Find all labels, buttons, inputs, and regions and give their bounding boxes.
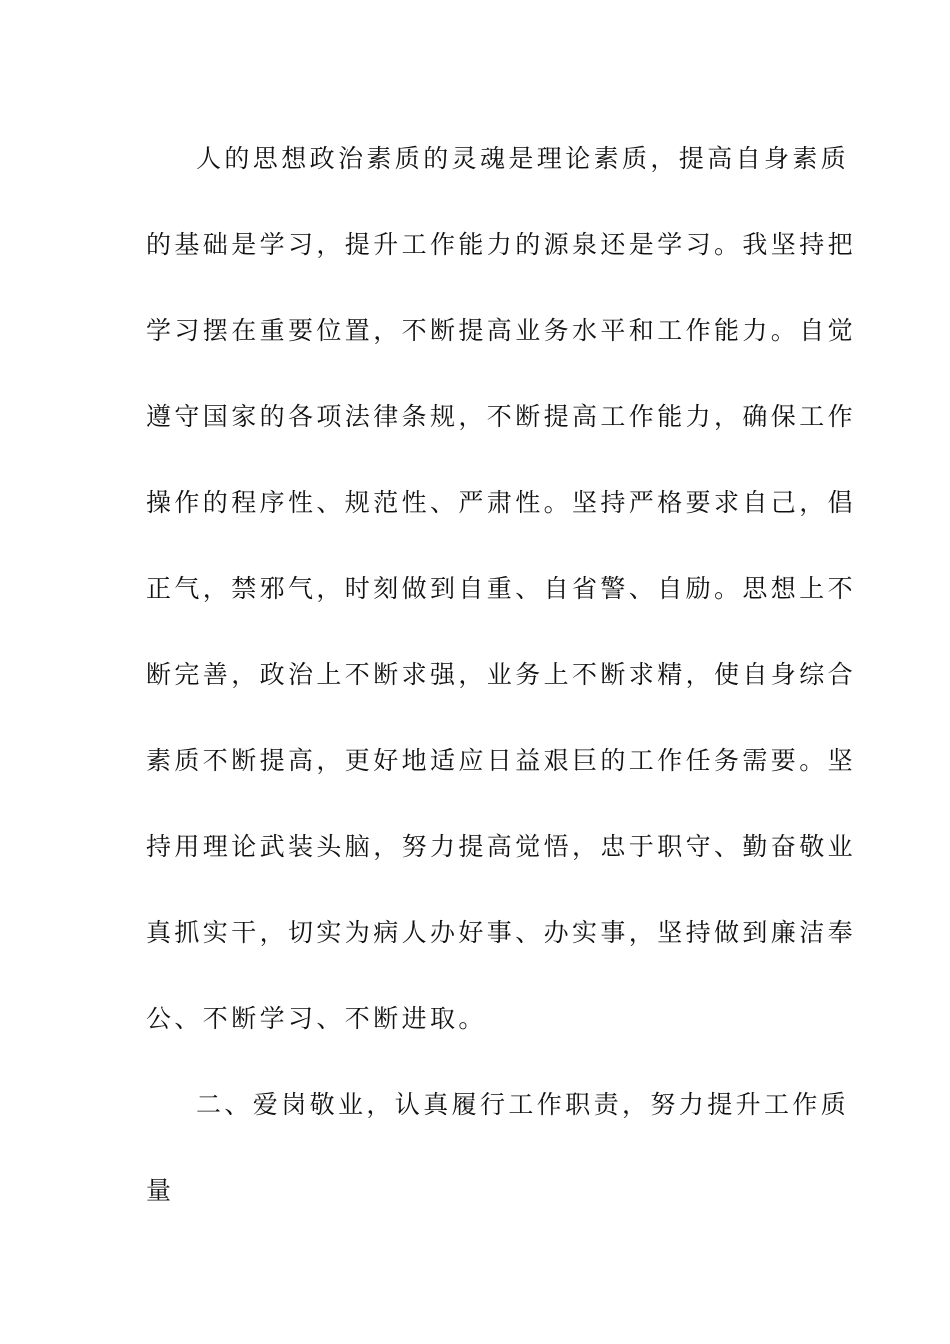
paragraph-line: 素质不断提高，更好地适应日益艰巨的工作任务需要。坚: [146, 746, 857, 775]
paragraph-line: 人的思想政治素质的灵魂是理论素质，提高自身素质: [196, 144, 850, 173]
paragraph-line: 遵守国家的各项法律条规，不断提高工作能力，确保工作: [146, 402, 857, 431]
paragraph-line: 真抓实干，切实为病人办好事、办实事，坚持做到廉洁奉: [146, 918, 857, 947]
body-text: [146, 133, 857, 1251]
section-heading-line: 二、爱岗敬业，认真履行工作职责，努力提升工作质: [196, 1090, 850, 1119]
paragraph-line: 的基础是学习，提升工作能力的源泉还是学习。我坚持把: [146, 230, 857, 259]
paragraph-line: 公、不断学习、不断进取。: [146, 1004, 487, 1033]
paragraph-line: 正气，禁邪气，时刻做到自重、自省警、自励。思想上不: [146, 574, 857, 603]
paragraph-line: 持用理论武装头脑，努力提高觉悟，忠于职守、勤奋敬业: [146, 832, 857, 861]
paragraph-line: 操作的程序性、规范性、严肃性。坚持严格要求自己，倡: [146, 488, 857, 517]
paragraph-line: 学习摆在重要位置，不断提高业务水平和工作能力。自觉: [146, 316, 857, 345]
paragraph-line: 断完善，政治上不断求强，业务上不断求精，使自身综合: [146, 660, 857, 689]
section-heading-line: 量: [146, 1176, 175, 1205]
